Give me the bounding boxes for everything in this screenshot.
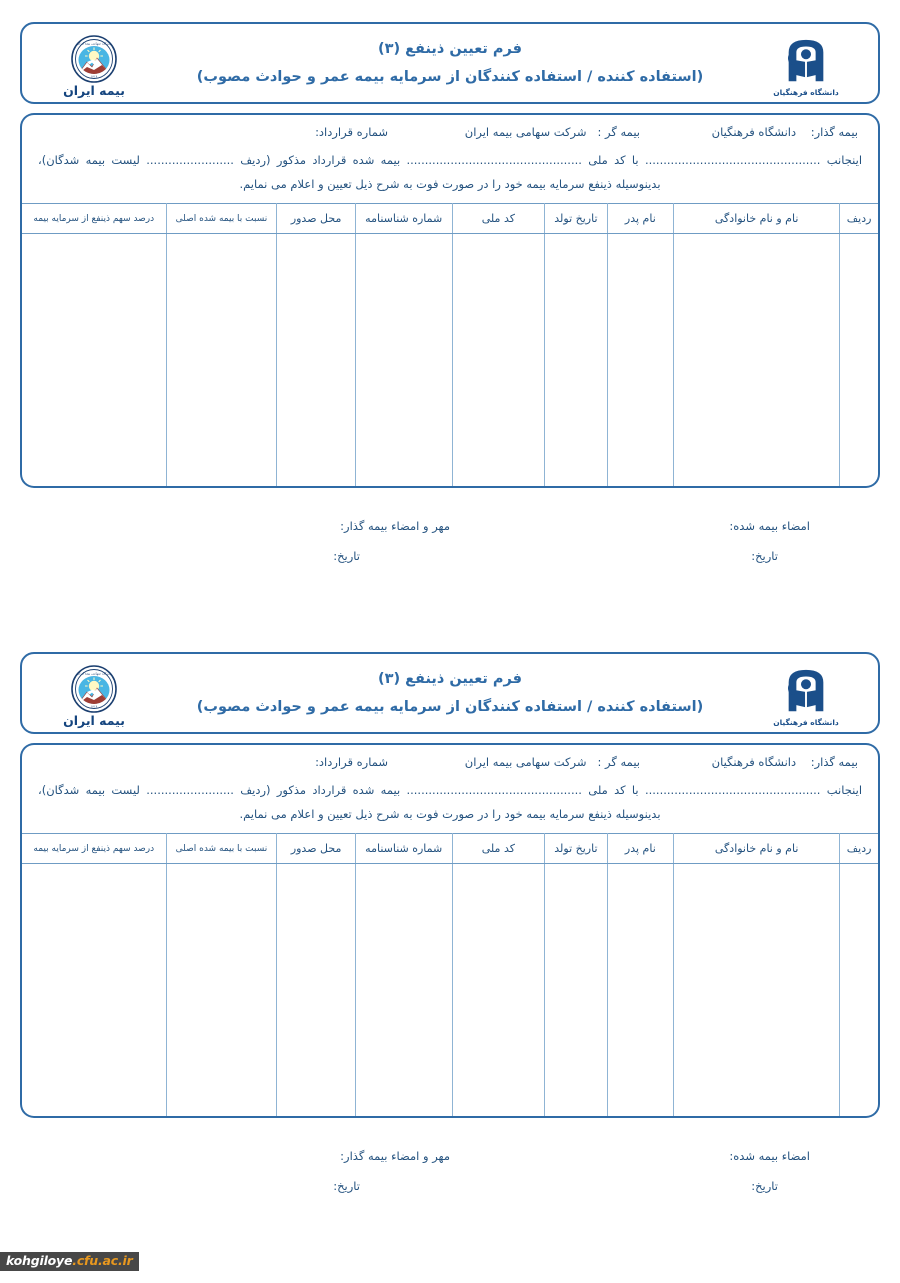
declaration-row-blank[interactable]: ........................ (146, 783, 234, 797)
bimeh-iran-wordmark: بیمه ایران (63, 83, 125, 99)
carrier-label: بیمه گر : (597, 125, 640, 139)
declaration-natid-blank[interactable]: ................................................ (406, 153, 582, 167)
form-header (20, 652, 880, 734)
declaration-name-blank[interactable]: ................................................ (644, 783, 821, 797)
carrier-field (388, 125, 640, 139)
form-subtitle: (استفاده کننده / استفاده کنندگان از سرمایه بیمه عمر و حوادث مصوب) (196, 698, 704, 715)
signature-area (20, 512, 880, 582)
cell-issue[interactable] (277, 234, 356, 486)
declaration-list-text: لیست بیمه شدگان)، (38, 153, 140, 167)
svg-text:۱۳۱۴: ۱۳۱۴ (90, 704, 98, 709)
cell-share[interactable] (22, 234, 166, 486)
policyholder-date-label: تاریخ: (333, 548, 360, 563)
insurer-field (640, 125, 858, 139)
cell-idno[interactable] (355, 864, 452, 1116)
policyholder-signature-block (333, 512, 450, 572)
cell-name[interactable] (674, 234, 840, 486)
svg-text:شرکت سهامی بیمه ایران: شرکت سهامی بیمه ایران (77, 41, 111, 46)
form-intro-box (20, 743, 880, 833)
form-title-group (77, 668, 824, 718)
cell-radif[interactable] (840, 864, 878, 1116)
contract-number-field[interactable] (188, 125, 388, 139)
cell-father[interactable] (607, 234, 673, 486)
bimeh-iran-logo (48, 30, 140, 102)
bimeh-iran-logo (48, 660, 140, 732)
university-name-caption: دانشگاه فرهنگیان (773, 88, 839, 97)
column-header-natid: کد ملی (452, 834, 545, 864)
contract-number-label: شماره قرارداد: (315, 125, 388, 139)
insurer-value: دانشگاه فرهنگیان (711, 125, 797, 139)
declaration-contract-text: بیمه شده قرارداد مذکور (ردیف (240, 783, 401, 797)
beneficiary-table (22, 833, 878, 1116)
cell-father[interactable] (607, 864, 673, 1116)
carrier-field (388, 755, 640, 769)
declaration-self-label: اینجانب (826, 783, 862, 797)
table-header-row (22, 204, 878, 234)
farhangian-university-logo (760, 659, 852, 733)
column-header-birth: تاریخ تولد (545, 834, 607, 864)
cell-birth[interactable] (545, 234, 607, 486)
insured-date-label: تاریخ: (751, 1178, 778, 1193)
form-title-group (77, 38, 824, 88)
cell-idno[interactable] (355, 234, 452, 486)
beneficiary-table-wrapper (20, 203, 880, 488)
column-header-radif: ردیف (840, 204, 878, 234)
intro-line-parties (38, 755, 862, 769)
cell-issue[interactable] (277, 864, 356, 1116)
cell-name[interactable] (674, 864, 840, 1116)
cell-relation[interactable] (166, 864, 277, 1116)
table-entry-area-row (22, 234, 878, 486)
column-header-natid: کد ملی (452, 204, 545, 234)
column-header-relation: نسبت با بیمه شده اصلی (166, 834, 277, 864)
column-header-idno: شماره شناسنامه (355, 204, 452, 234)
beneficiary-table-wrapper (20, 833, 880, 1118)
intro-line-declaration (38, 779, 862, 801)
table-entry-area-row (22, 864, 878, 1116)
policyholder-date-label: تاریخ: (333, 1178, 360, 1193)
form-subtitle: (استفاده کننده / استفاده کنندگان از سرمایه بیمه عمر و حوادث مصوب) (196, 68, 704, 85)
carrier-value: شرکت سهامی بیمه ایران (464, 125, 587, 139)
form-header (20, 22, 880, 104)
open-book-arch-icon (777, 665, 835, 717)
intro-line-statement: بدینوسیله ذینفع سرمایه بیمه خود را در صورت فوت به شرح ذیل تعیین و اعلام می نمایم. (239, 807, 661, 822)
declaration-natid-label: با کد ملی (588, 153, 639, 167)
column-header-idno: شماره شناسنامه (355, 834, 452, 864)
bimeh-iran-wordmark: بیمه ایران (63, 713, 125, 729)
declaration-contract-text: بیمه شده قرارداد مذکور (ردیف (240, 153, 401, 167)
bimeh-iran-seal-icon (69, 34, 119, 84)
cell-birth[interactable] (545, 864, 607, 1116)
column-header-name: نام و نام خانوادگی (674, 834, 840, 864)
column-header-issue: محل صدور (277, 204, 356, 234)
insurer-field (640, 755, 858, 769)
insurer-label: بیمه گذار: (810, 125, 858, 139)
column-header-father: نام پدر (607, 834, 673, 864)
cell-natid[interactable] (452, 234, 545, 486)
declaration-natid-label: با کد ملی (588, 783, 639, 797)
table-header-row (22, 834, 878, 864)
contract-number-field[interactable] (188, 755, 388, 769)
beneficiary-form-copy-1 (20, 22, 880, 582)
insured-date-label: تاریخ: (751, 548, 778, 563)
farhangian-university-logo (760, 29, 852, 103)
declaration-self-label: اینجانب (826, 153, 862, 167)
policyholder-signature-label: مهر و امضاء بیمه گذار: (340, 1148, 450, 1163)
declaration-name-blank[interactable]: ................................................ (644, 153, 821, 167)
intro-line-statement: بدینوسیله ذینفع سرمایه بیمه خود را در صورت فوت به شرح ذیل تعیین و اعلام می نمایم. (239, 177, 661, 192)
bimeh-iran-seal-icon (69, 664, 119, 714)
column-header-radif: ردیف (840, 834, 878, 864)
insured-signature-label: امضاء بیمه شده: (729, 1148, 810, 1163)
cell-relation[interactable] (166, 234, 277, 486)
open-book-arch-icon (777, 35, 835, 87)
column-header-share: درصد سهم ذینفع از سرمایه بیمه (22, 204, 166, 234)
carrier-label: بیمه گر : (597, 755, 640, 769)
column-header-share: درصد سهم ذینفع از سرمایه بیمه (22, 834, 166, 864)
column-header-birth: تاریخ تولد (545, 204, 607, 234)
insurer-label: بیمه گذار: (810, 755, 858, 769)
svg-text:شرکت سهامی بیمه ایران: شرکت سهامی بیمه ایران (77, 671, 111, 676)
form-title: فرم تعیین ذینفع (۳) (377, 41, 523, 58)
cell-share[interactable] (22, 864, 166, 1116)
carrier-value: شرکت سهامی بیمه ایران (464, 755, 587, 769)
insured-signature-block (729, 512, 810, 572)
signature-area (20, 1142, 880, 1212)
intro-line-declaration (38, 149, 862, 171)
beneficiary-table (22, 203, 878, 486)
cell-radif[interactable] (840, 234, 878, 486)
form-intro-box (20, 113, 880, 203)
declaration-natid-blank[interactable]: ................................................ (406, 783, 582, 797)
declaration-row-blank[interactable]: ........................ (146, 153, 234, 167)
column-header-name: نام و نام خانوادگی (674, 204, 840, 234)
intro-line-parties (38, 125, 862, 139)
watermark-domain: .cfu.ac.ir (72, 1252, 133, 1268)
declaration-list-text: لیست بیمه شدگان)، (38, 783, 140, 797)
policyholder-signature-block (333, 1142, 450, 1202)
column-header-relation: نسبت با بیمه شده اصلی (166, 204, 277, 234)
policyholder-signature-label: مهر و امضاء بیمه گذار: (340, 518, 450, 533)
beneficiary-form-copy-2 (20, 652, 880, 1212)
site-watermark (0, 1252, 139, 1272)
column-header-father: نام پدر (607, 204, 673, 234)
insurer-value: دانشگاه فرهنگیان (711, 755, 797, 769)
watermark-site-name: kohgiloye (6, 1252, 73, 1268)
university-name-caption: دانشگاه فرهنگیان (773, 718, 839, 727)
column-header-issue: محل صدور (277, 834, 356, 864)
svg-text:۱۳۱۴: ۱۳۱۴ (90, 74, 98, 79)
cell-natid[interactable] (452, 864, 545, 1116)
form-title: فرم تعیین ذینفع (۳) (377, 671, 523, 688)
insured-signature-block (729, 1142, 810, 1202)
insured-signature-label: امضاء بیمه شده: (729, 518, 810, 533)
contract-number-label: شماره قرارداد: (315, 755, 388, 769)
